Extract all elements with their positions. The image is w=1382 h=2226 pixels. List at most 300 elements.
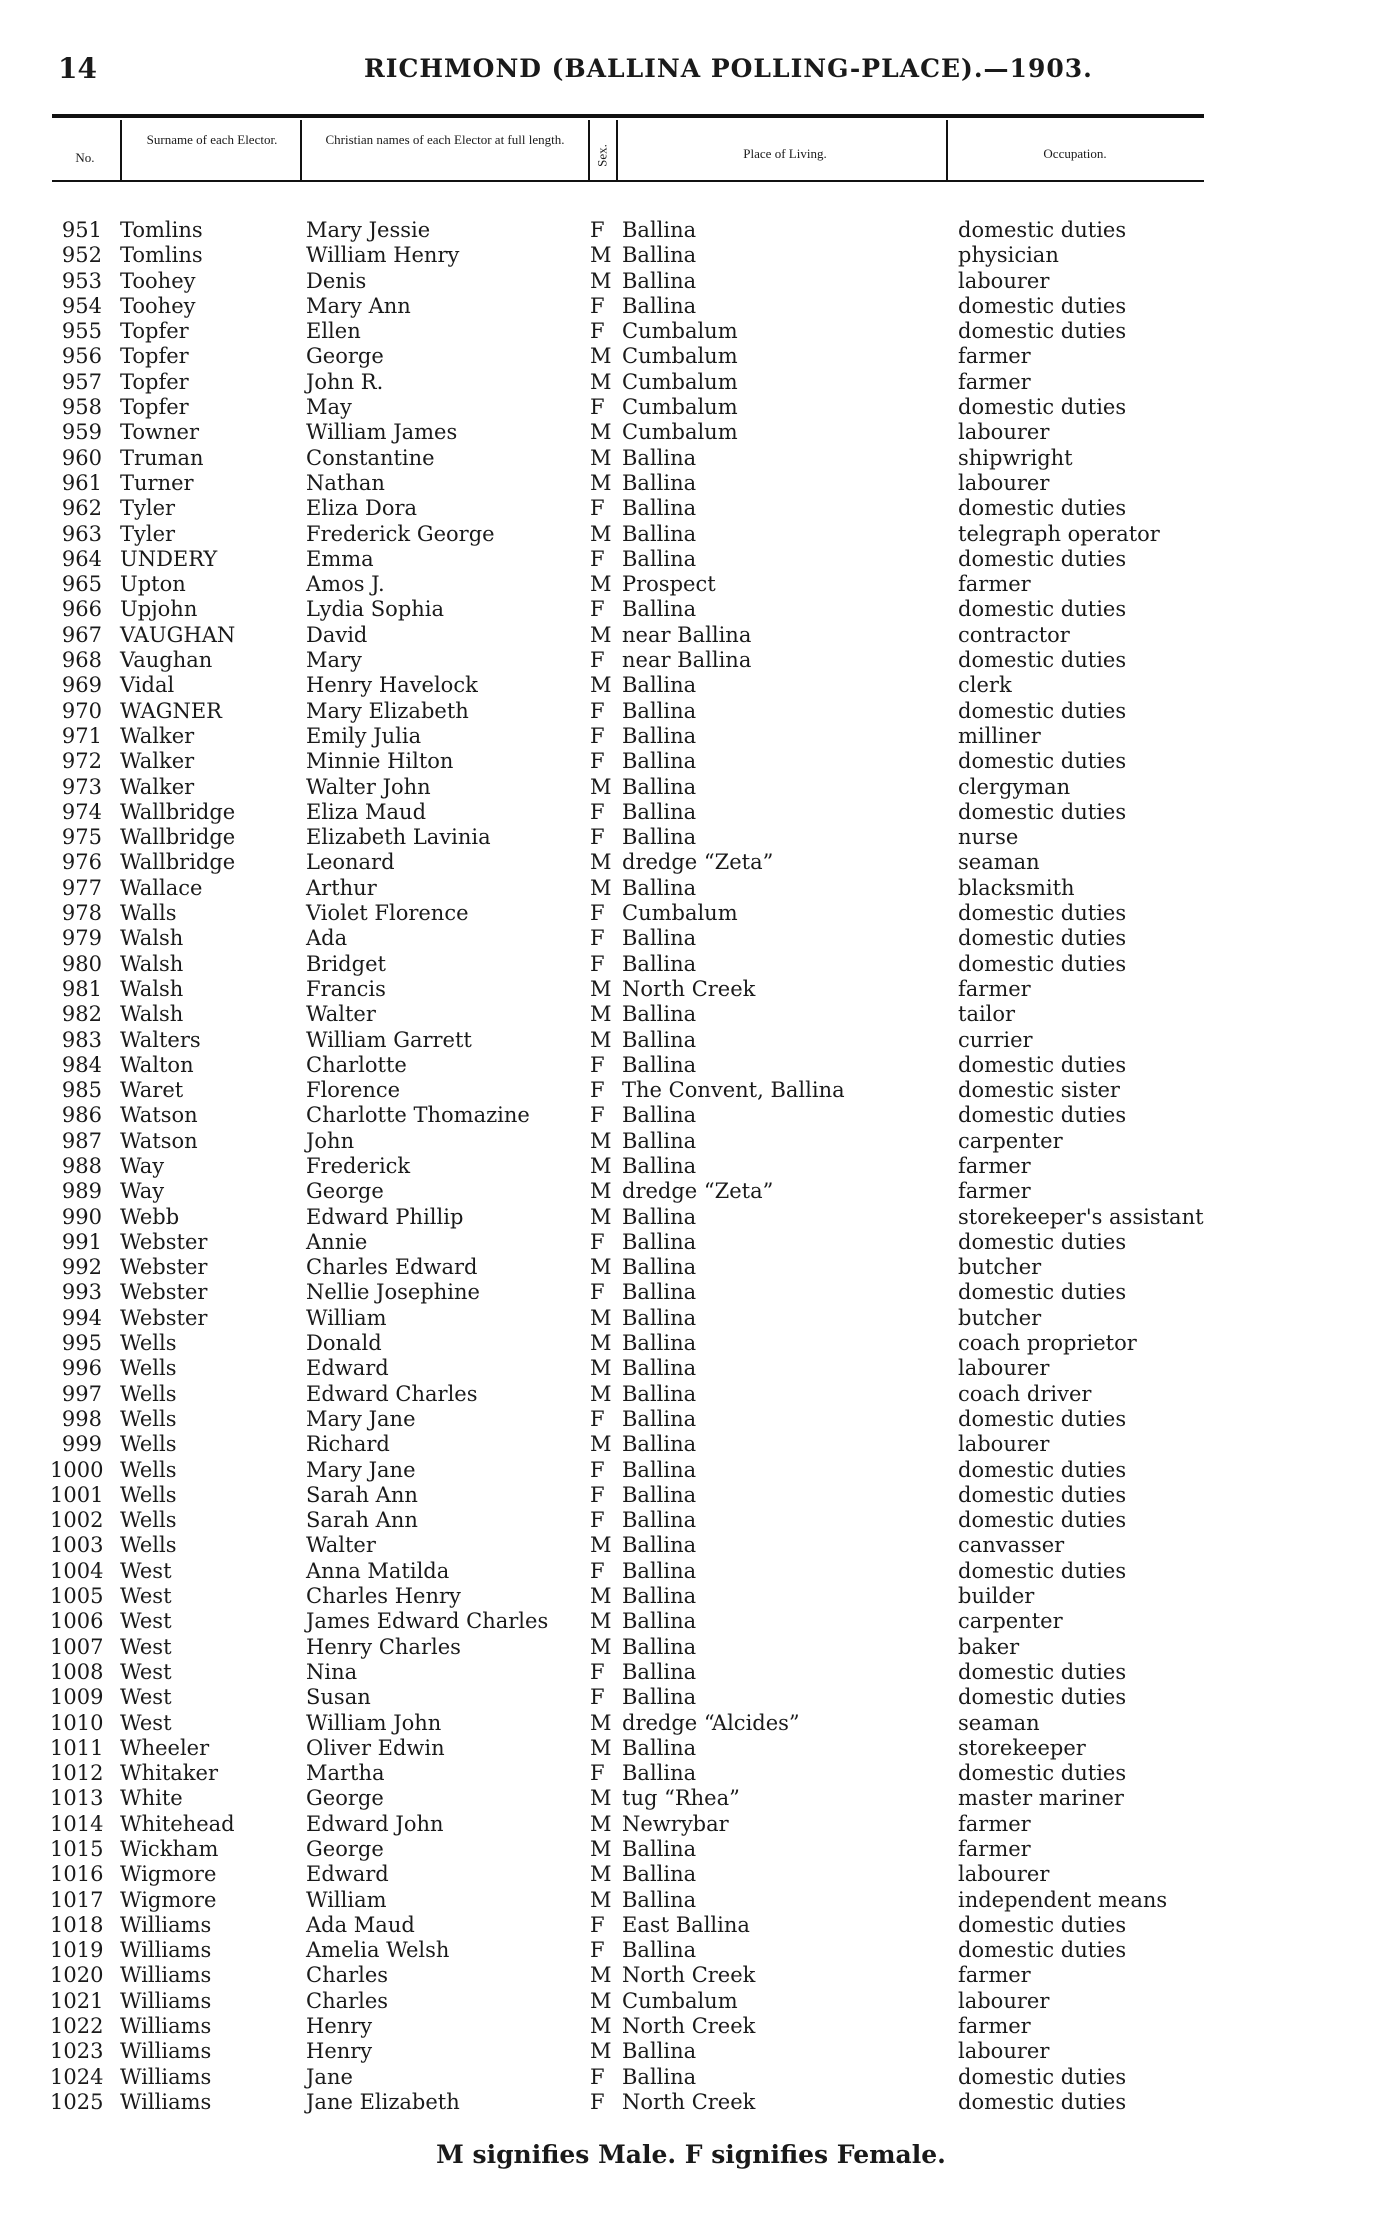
entry-surname: VAUGHAN [120, 622, 236, 647]
entry-place-of-living: East Ballina [622, 1912, 750, 1937]
entry-number: 1008 [50, 1659, 104, 1684]
entry-christian-names: Denis [306, 268, 367, 293]
entry-occupation: domestic duties [958, 1659, 1127, 1684]
entry-sex: M [590, 673, 612, 698]
entry-place-of-living: Ballina [622, 1634, 697, 1659]
entry-christian-names: Richard [306, 1432, 390, 1457]
entry-place-of-living: Ballina [622, 2039, 697, 2064]
entry-place-of-living: dredge “Alcides” [622, 1710, 800, 1735]
entry-number: 988 [61, 1153, 102, 1178]
entry-number: 961 [61, 470, 102, 495]
entry-sex: F [590, 926, 605, 951]
entry-christian-names: George [306, 1786, 384, 1811]
table-row [0, 1280, 1382, 1305]
entry-number: 1010 [50, 1710, 104, 1735]
entry-number: 951 [61, 218, 102, 242]
entry-surname: Turner [120, 470, 194, 495]
column-divider [120, 120, 122, 180]
entry-place-of-living: Ballina [622, 1482, 697, 1507]
entry-surname: White [120, 1786, 183, 1811]
entry-surname: Walker [120, 723, 195, 748]
table-row [0, 1255, 1382, 1280]
entry-christian-names: William James [306, 420, 458, 445]
entry-surname: Williams [120, 1912, 212, 1937]
entry-christian-names: Leonard [306, 850, 395, 875]
entry-number: 1009 [50, 1685, 104, 1710]
entry-number: 978 [61, 901, 102, 926]
entry-sex: M [590, 1786, 612, 1811]
entry-christian-names: Francis [306, 976, 386, 1001]
entry-surname: Way [120, 1179, 165, 1204]
entry-christian-names: Sarah Ann [306, 1508, 418, 1533]
entry-occupation: storekeeper's assistant [958, 1204, 1204, 1229]
entry-number: 979 [61, 926, 102, 951]
table-row [0, 1584, 1382, 1609]
entry-occupation: domestic duties [958, 749, 1127, 774]
table-row [0, 623, 1382, 648]
entry-number: 1025 [50, 2089, 104, 2114]
entry-occupation: domestic duties [958, 1938, 1127, 1963]
table-row [0, 1154, 1382, 1179]
entry-surname: Vidal [120, 673, 175, 698]
entry-sex: M [590, 976, 612, 1001]
entry-place-of-living: Ballina [622, 597, 697, 622]
table-row [0, 420, 1382, 445]
entry-occupation: farmer [958, 976, 1031, 1001]
entry-christian-names: Charles Edward [306, 1255, 478, 1280]
entry-christian-names: Edward Phillip [306, 1204, 464, 1229]
entry-occupation: independent means [958, 1887, 1168, 1912]
entry-place-of-living: Ballina [622, 875, 697, 900]
entry-number: 984 [61, 1052, 102, 1077]
column-divider [946, 120, 948, 180]
entry-sex: F [590, 1103, 605, 1128]
table-row [0, 1837, 1382, 1862]
entry-number: 990 [61, 1204, 102, 1229]
entry-number: 1018 [50, 1912, 104, 1937]
entry-occupation: domestic duties [958, 901, 1127, 926]
entry-christian-names: William John [306, 1710, 442, 1735]
entry-sex: F [590, 1508, 605, 1533]
entry-occupation: domestic duties [958, 546, 1127, 571]
entry-place-of-living: Ballina [622, 293, 697, 318]
entry-occupation: farmer [958, 1963, 1031, 1988]
entry-occupation: domestic duties [958, 1508, 1127, 1533]
entry-surname: Walsh [120, 976, 184, 1001]
entry-surname: Williams [120, 2089, 212, 2114]
entry-christian-names: Mary Jane [306, 1457, 416, 1482]
entry-number: 980 [61, 951, 102, 976]
entry-occupation: domestic duties [958, 218, 1127, 242]
entry-number: 987 [61, 1128, 102, 1153]
entry-place-of-living: Ballina [622, 1533, 697, 1558]
table-row [0, 1356, 1382, 1381]
table-row [0, 1761, 1382, 1786]
entry-number: 957 [61, 369, 102, 394]
entry-surname: West [120, 1710, 172, 1735]
entry-sex: F [590, 319, 605, 344]
entry-christian-names: Mary Jessie [306, 218, 431, 242]
entry-number: 977 [61, 875, 102, 900]
header-occupation: Occupation. [1043, 146, 1107, 161]
header-no: No. [75, 150, 95, 165]
entry-sex: F [590, 1685, 605, 1710]
entry-occupation: butcher [958, 1305, 1042, 1330]
entry-place-of-living: Ballina [622, 926, 697, 951]
table-row [0, 572, 1382, 597]
table-row [0, 218, 1382, 243]
entry-occupation: domestic duties [958, 395, 1127, 420]
entry-place-of-living: Ballina [622, 1153, 697, 1178]
entry-sex: F [590, 1457, 605, 1482]
entry-christian-names: Annie [306, 1229, 368, 1254]
entry-occupation: nurse [958, 825, 1019, 850]
entry-place-of-living: Ballina [622, 673, 697, 698]
entry-number: 1014 [50, 1811, 104, 1836]
entry-christian-names: Anna Matilda [306, 1558, 450, 1583]
entry-surname: West [120, 1634, 172, 1659]
entry-surname: Way [120, 1153, 165, 1178]
entry-place-of-living: North Creek [622, 1963, 756, 1988]
table-row [0, 1963, 1382, 1988]
table-row [0, 648, 1382, 673]
entry-occupation: clergyman [958, 774, 1071, 799]
table-row [0, 1736, 1382, 1761]
entry-surname: Wigmore [120, 1862, 217, 1887]
column-divider [300, 120, 302, 180]
table-row [0, 1407, 1382, 1432]
entry-sex: M [590, 1204, 612, 1229]
entry-occupation: seaman [958, 850, 1040, 875]
entry-place-of-living: Prospect [622, 572, 716, 597]
entry-christian-names: May [306, 395, 352, 420]
entry-number: 995 [61, 1331, 102, 1356]
entry-number: 958 [61, 395, 102, 420]
entry-sex: F [590, 1659, 605, 1684]
entry-sex: M [590, 470, 612, 495]
entry-place-of-living: Ballina [622, 1128, 697, 1153]
entry-occupation: domestic duties [958, 1103, 1127, 1128]
entry-christian-names: Jane Elizabeth [306, 2089, 460, 2114]
entry-occupation: milliner [958, 723, 1041, 748]
entry-christian-names: Florence [306, 1078, 401, 1103]
entry-place-of-living: Ballina [622, 1685, 697, 1710]
entry-christian-names: Susan [306, 1685, 371, 1710]
entry-number: 1001 [50, 1482, 104, 1507]
entry-place-of-living: The Convent, Ballina [622, 1078, 845, 1103]
entry-place-of-living: Ballina [622, 1280, 697, 1305]
entry-occupation: carpenter [958, 1128, 1063, 1153]
header-rule-bottom [52, 180, 1204, 182]
entry-surname: Upton [120, 572, 186, 597]
entry-number: 1003 [50, 1533, 104, 1558]
entry-surname: Wells [120, 1508, 177, 1533]
entry-christian-names: Henry Havelock [306, 673, 478, 698]
entry-christian-names: Ada [306, 926, 348, 951]
entry-surname: West [120, 1558, 172, 1583]
entry-surname: Watson [120, 1128, 198, 1153]
entry-surname: WAGNER [120, 698, 222, 723]
entry-number: 998 [61, 1406, 102, 1431]
entry-occupation: domestic duties [958, 319, 1127, 344]
entry-sex: F [590, 597, 605, 622]
entry-sex: F [590, 293, 605, 318]
table-row [0, 1989, 1382, 2014]
entry-number: 991 [61, 1229, 102, 1254]
table-row [0, 2065, 1382, 2090]
entry-surname: West [120, 1685, 172, 1710]
entry-number: 1004 [50, 1558, 104, 1583]
entry-place-of-living: near Ballina [622, 648, 752, 673]
entry-occupation: farmer [958, 369, 1031, 394]
entry-sex: M [590, 572, 612, 597]
table-row [0, 597, 1382, 622]
entry-surname: Wallbridge [120, 799, 236, 824]
entry-surname: West [120, 1584, 172, 1609]
entry-sex: F [590, 496, 605, 521]
table-row [0, 1382, 1382, 1407]
table-row [0, 1812, 1382, 1837]
entry-christian-names: William Garrett [306, 1027, 472, 1052]
entry-sex: M [590, 1811, 612, 1836]
entry-occupation: farmer [958, 1153, 1031, 1178]
entry-occupation: domestic duties [958, 597, 1127, 622]
entry-sex: F [590, 825, 605, 850]
entry-sex: F [590, 1078, 605, 1103]
table-row [0, 471, 1382, 496]
entry-christian-names: Edward Charles [306, 1381, 478, 1406]
entry-occupation: domestic duties [958, 2089, 1127, 2114]
entry-number: 1020 [50, 1963, 104, 1988]
entry-surname: Tyler [120, 521, 176, 546]
entry-sex: M [590, 1432, 612, 1457]
entry-occupation: domestic duties [958, 1052, 1127, 1077]
entry-occupation: farmer [958, 344, 1031, 369]
entry-christian-names: Amos J. [306, 572, 385, 597]
entry-occupation: labourer [958, 1432, 1050, 1457]
entry-occupation: domestic duties [958, 1912, 1127, 1937]
entry-number: 963 [61, 521, 102, 546]
entry-number: 973 [61, 774, 102, 799]
entry-place-of-living: Ballina [622, 1837, 697, 1861]
entry-sex: M [590, 875, 612, 900]
entry-place-of-living: Newrybar [622, 1811, 729, 1836]
entry-surname: Williams [120, 2064, 212, 2089]
entry-sex: F [590, 951, 605, 976]
table-row [0, 344, 1382, 369]
entry-sex: M [590, 1837, 612, 1861]
entry-place-of-living: Ballina [622, 1432, 697, 1457]
table-row [0, 1078, 1382, 1103]
entry-surname: Wells [120, 1406, 177, 1431]
entry-surname: Topfer [120, 395, 189, 420]
entry-surname: Williams [120, 2014, 212, 2039]
entry-place-of-living: Ballina [622, 218, 697, 242]
entry-sex: M [590, 1255, 612, 1280]
entry-occupation: farmer [958, 1811, 1031, 1836]
entry-occupation: farmer [958, 1179, 1031, 1204]
entry-christian-names: Edward [306, 1862, 389, 1887]
entry-christian-names: Nellie Josephine [306, 1280, 480, 1305]
entry-christian-names: Henry [306, 2039, 373, 2064]
entry-christian-names: Charles [306, 1963, 389, 1988]
entry-number: 965 [61, 572, 102, 597]
entry-christian-names: William [306, 1887, 387, 1912]
entry-place-of-living: Ballina [622, 1609, 697, 1634]
entry-number: 997 [61, 1381, 102, 1406]
entry-occupation: domestic duties [958, 926, 1127, 951]
entry-surname: Whitehead [120, 1811, 235, 1836]
entry-surname: Wigmore [120, 1887, 217, 1912]
entry-occupation: telegraph operator [958, 521, 1160, 546]
entry-occupation: domestic duties [958, 1229, 1127, 1254]
entry-christian-names: Nina [306, 1659, 358, 1684]
entry-surname: Williams [120, 1938, 212, 1963]
entry-place-of-living: Cumbalum [622, 395, 738, 420]
entry-surname: Tomlins [120, 218, 203, 242]
entry-sex: M [590, 850, 612, 875]
column-divider [588, 120, 590, 180]
entry-number: 959 [61, 420, 102, 445]
entry-surname: Whitaker [120, 1761, 218, 1786]
entry-sex: M [590, 1862, 612, 1887]
entry-sex: M [590, 1027, 612, 1052]
entry-sex: F [590, 799, 605, 824]
entry-sex: M [590, 1356, 612, 1381]
entry-place-of-living: Ballina [622, 521, 697, 546]
entry-sex: M [590, 1963, 612, 1988]
table-row [0, 1609, 1382, 1634]
entry-surname: Wells [120, 1457, 177, 1482]
entry-number: 956 [61, 344, 102, 369]
table-row [0, 1913, 1382, 1938]
entry-place-of-living: Ballina [622, 1255, 697, 1280]
entry-sex: M [590, 268, 612, 293]
entry-occupation: clerk [958, 673, 1012, 698]
entry-surname: Walters [120, 1027, 201, 1052]
entry-surname: Truman [120, 445, 204, 470]
entry-sex: F [590, 1761, 605, 1786]
entry-surname: Wells [120, 1356, 177, 1381]
table-row [0, 395, 1382, 420]
entry-place-of-living: Cumbalum [622, 369, 738, 394]
entry-christian-names: Henry [306, 2014, 373, 2039]
entry-number: 989 [61, 1179, 102, 1204]
entry-place-of-living: Ballina [622, 749, 697, 774]
entry-number: 1016 [50, 1862, 104, 1887]
table-row [0, 724, 1382, 749]
entry-christian-names: James Edward Charles [306, 1609, 549, 1634]
entry-christian-names: Charles [306, 1988, 389, 2013]
entry-place-of-living: Ballina [622, 1331, 697, 1356]
entry-place-of-living: Cumbalum [622, 420, 738, 445]
entry-number: 962 [61, 496, 102, 521]
footer-note: M signifies Male. F signifies Female. [436, 2140, 946, 2169]
table-row [0, 1002, 1382, 1027]
entry-number: 976 [61, 850, 102, 875]
entry-christian-names: Mary Jane [306, 1406, 416, 1431]
entry-place-of-living: Ballina [622, 1204, 697, 1229]
entry-christian-names: John [306, 1128, 355, 1153]
entry-christian-names: Charlotte Thomazine [306, 1103, 530, 1128]
entry-number: 968 [61, 648, 102, 673]
entry-number: 1013 [50, 1786, 104, 1811]
entry-sex: M [590, 420, 612, 445]
entry-sex: M [590, 1634, 612, 1659]
entry-occupation: domestic duties [958, 1457, 1127, 1482]
entry-christian-names: Donald [306, 1331, 382, 1356]
entry-surname: Wallbridge [120, 825, 236, 850]
entry-sex: M [590, 1887, 612, 1912]
entry-christian-names: Walter [306, 1002, 376, 1027]
entry-surname: Walsh [120, 1002, 184, 1027]
entry-occupation: domestic duties [958, 496, 1127, 521]
entry-christian-names: William Henry [306, 243, 460, 268]
table-row [0, 926, 1382, 951]
entry-occupation: coach proprietor [958, 1331, 1137, 1356]
table-row [0, 1179, 1382, 1204]
entry-occupation: shipwright [958, 445, 1073, 470]
entry-surname: Tomlins [120, 243, 203, 268]
entry-occupation: labourer [958, 420, 1050, 445]
entry-number: 960 [61, 445, 102, 470]
entry-place-of-living: Ballina [622, 723, 697, 748]
entry-place-of-living: dredge “Zeta” [622, 850, 774, 875]
entry-place-of-living: Ballina [622, 496, 697, 521]
entry-christian-names: Edward [306, 1356, 389, 1381]
entry-christian-names: Ada Maud [306, 1912, 415, 1937]
entry-christian-names: Nathan [306, 470, 385, 495]
header-christian-names: Christian names of each Elector at full length. [325, 132, 565, 147]
entry-number: 986 [61, 1103, 102, 1128]
entry-occupation: storekeeper [958, 1735, 1086, 1760]
entry-place-of-living: Ballina [622, 2064, 697, 2089]
entry-sex: M [590, 1331, 612, 1356]
entry-place-of-living: North Creek [622, 976, 756, 1001]
table-row [0, 1432, 1382, 1457]
entry-sex: M [590, 622, 612, 647]
entry-occupation: master mariner [958, 1786, 1124, 1811]
header-sex: Sex. [594, 144, 610, 167]
entry-occupation: coach driver [958, 1381, 1092, 1406]
table-row [0, 294, 1382, 319]
entry-christian-names: Mary Ann [306, 293, 411, 318]
table-row [0, 2014, 1382, 2039]
entry-sex: F [590, 2089, 605, 2114]
entry-occupation: domestic duties [958, 293, 1127, 318]
entry-christian-names: Elizabeth Lavinia [306, 825, 491, 850]
entry-number: 994 [61, 1305, 102, 1330]
table-row [0, 850, 1382, 875]
entry-number: 974 [61, 799, 102, 824]
entry-place-of-living: Ballina [622, 546, 697, 571]
entry-surname: Walsh [120, 926, 184, 951]
entry-place-of-living: Ballina [622, 1027, 697, 1052]
entry-surname: Waret [120, 1078, 184, 1103]
table-row [0, 901, 1382, 926]
entry-sex: F [590, 1482, 605, 1507]
entry-place-of-living: Ballina [622, 825, 697, 850]
entry-surname: Wallbridge [120, 850, 236, 875]
entry-place-of-living: Ballina [622, 1659, 697, 1684]
table-row [0, 1711, 1382, 1736]
entry-christian-names: Arthur [306, 875, 377, 900]
table-row [0, 522, 1382, 547]
entry-sex: M [590, 1533, 612, 1558]
table-row [0, 1533, 1382, 1558]
entry-sex: M [590, 1988, 612, 2013]
entry-number: 996 [61, 1356, 102, 1381]
